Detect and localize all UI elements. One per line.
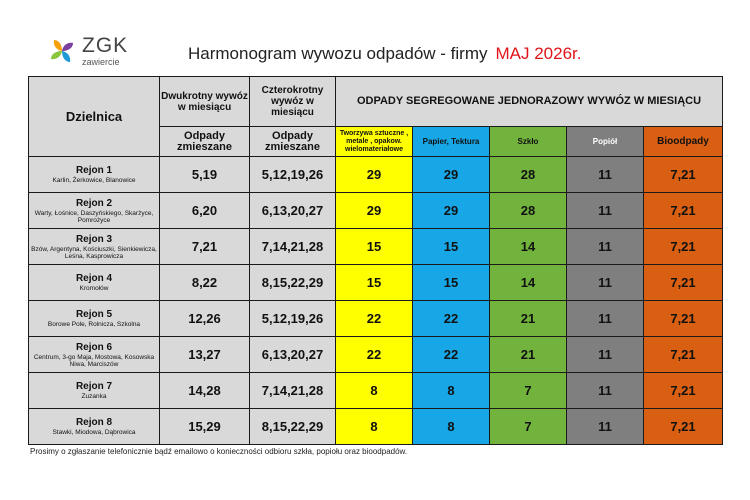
district-cell xyxy=(29,193,160,229)
plastics-cell: 15 xyxy=(336,265,413,301)
plastics-cell: 8 xyxy=(336,373,413,409)
paper-cell: 22 xyxy=(413,301,490,337)
footer-note: Prosimy o zgłaszanie telefonicznie bądź emailowo o konieczności odbioru szkła, popiołu oraz bioodpadów. xyxy=(30,447,408,456)
plastics-cell: 22 xyxy=(336,337,413,373)
district-cell xyxy=(29,409,160,445)
plastics-cell: 15 xyxy=(336,229,413,265)
table-row xyxy=(29,409,723,445)
district-description: Stawki, Miodowa, Dąbrowica xyxy=(52,429,136,436)
paper-cell: 29 xyxy=(413,157,490,193)
table-row xyxy=(29,301,723,337)
schedule-table xyxy=(28,76,723,445)
district-cell xyxy=(29,229,160,265)
title-month: MAJ 2026r. xyxy=(495,44,582,63)
bio-header: Bioodpady xyxy=(644,127,723,157)
district-description: Bzów, Argentyna, Kościuszki, Sienkiewicza, Leśna, Kasprowicza xyxy=(31,245,157,260)
district-name: Rejon 4 xyxy=(75,273,113,284)
bio-cell: 7,21 xyxy=(644,229,723,265)
logo-name: ZGK xyxy=(82,34,129,57)
paper-cell: 8 xyxy=(413,409,490,445)
four-cell: 5,12,19,26 xyxy=(250,157,336,193)
glass-cell: 28 xyxy=(490,157,567,193)
table-row xyxy=(29,337,723,373)
plastics-cell: 8 xyxy=(336,409,413,445)
twice-header: Dwukrotny wywóz w miesiącu xyxy=(160,77,250,127)
four-cell: 7,14,21,28 xyxy=(250,373,336,409)
paper-cell: 15 xyxy=(413,229,490,265)
table-row xyxy=(29,265,723,301)
four-cell: 6,13,20,27 xyxy=(250,337,336,373)
mixed-header-2: Odpady zmieszane xyxy=(250,127,336,157)
page-title xyxy=(188,44,582,64)
district-name: Rejon 5 xyxy=(75,309,113,320)
logo-subtitle: zawiercie xyxy=(82,57,120,67)
district-name: Rejon 7 xyxy=(75,381,113,392)
bio-cell: 7,21 xyxy=(644,337,723,373)
four-cell: 8,15,22,29 xyxy=(250,265,336,301)
table-row xyxy=(29,157,723,193)
twice-cell: 14,28 xyxy=(160,373,250,409)
segregated-header: ODPADY SEGREGOWANE JEDNORAZOWY WYWÓZ W MIESIĄCU xyxy=(336,77,723,127)
district-cell xyxy=(29,373,160,409)
paper-cell: 22 xyxy=(413,337,490,373)
glass-cell: 14 xyxy=(490,229,567,265)
plastics-cell: 29 xyxy=(336,193,413,229)
glass-cell: 28 xyxy=(490,193,567,229)
bio-cell: 7,21 xyxy=(644,409,723,445)
ash-cell: 11 xyxy=(567,301,644,337)
bio-cell: 7,21 xyxy=(644,373,723,409)
district-name: Rejon 6 xyxy=(75,341,113,353)
district-header: Dzielnica xyxy=(29,77,160,157)
paper-cell: 29 xyxy=(413,193,490,229)
district-cell xyxy=(29,301,160,337)
district-description: Borowe Pole, Rolnicza, Szkolna xyxy=(47,321,141,328)
four-cell: 5,12,19,26 xyxy=(250,301,336,337)
district-name: Rejon 2 xyxy=(75,197,113,209)
district-cell xyxy=(29,337,160,373)
twice-cell: 8,22 xyxy=(160,265,250,301)
table-row xyxy=(29,373,723,409)
bio-cell: 7,21 xyxy=(644,193,723,229)
four-header: Czterokrotny wywóz w miesiącu xyxy=(250,77,336,127)
district-description: Zuzanka xyxy=(81,393,107,400)
ash-cell: 11 xyxy=(567,373,644,409)
plastics-cell: 22 xyxy=(336,301,413,337)
twice-cell: 7,21 xyxy=(160,229,250,265)
twice-cell: 13,27 xyxy=(160,337,250,373)
plastics-header: Tworzywa sztuczne , metale , opakow. wielomateriałowe xyxy=(336,127,413,157)
district-name: Rejon 8 xyxy=(75,417,113,428)
paper-header: Papier, Tektura xyxy=(413,127,490,157)
bio-cell: 7,21 xyxy=(644,265,723,301)
glass-cell: 14 xyxy=(490,265,567,301)
four-cell: 6,13,20,27 xyxy=(250,193,336,229)
district-description: Centrum, 3-go Maja, Mostowa, Kosowska Niwa, Marciszów xyxy=(33,353,155,368)
glass-cell: 7 xyxy=(490,409,567,445)
district-description: Kromołów xyxy=(79,285,109,292)
ash-cell: 11 xyxy=(567,265,644,301)
table-row xyxy=(29,229,723,265)
table-row xyxy=(29,193,723,229)
ash-cell: 11 xyxy=(567,229,644,265)
district-description: Karlin, Żerkowice, Blanowice xyxy=(52,177,136,184)
glass-header: Szkło xyxy=(490,127,567,157)
plastics-cell: 29 xyxy=(336,157,413,193)
ash-cell: 11 xyxy=(567,337,644,373)
district-cell xyxy=(29,265,160,301)
paper-cell: 8 xyxy=(413,373,490,409)
glass-cell: 21 xyxy=(490,337,567,373)
ash-cell: 11 xyxy=(567,193,644,229)
flower-logo-icon xyxy=(47,36,77,66)
ash-cell: 11 xyxy=(567,157,644,193)
twice-cell: 15,29 xyxy=(160,409,250,445)
zgk-logo xyxy=(47,36,147,68)
glass-cell: 7 xyxy=(490,373,567,409)
district-name: Rejon 1 xyxy=(75,165,113,176)
twice-cell: 6,20 xyxy=(160,193,250,229)
district-name: Rejon 3 xyxy=(75,233,113,245)
four-cell: 8,15,22,29 xyxy=(250,409,336,445)
district-description: Warty, Łośnice, Daszyńskiego, Skarżyce, Pomrożyce xyxy=(34,209,154,224)
four-cell: 7,14,21,28 xyxy=(250,229,336,265)
paper-cell: 15 xyxy=(413,265,490,301)
mixed-header-1: Odpady zmieszane xyxy=(160,127,250,157)
twice-cell: 12,26 xyxy=(160,301,250,337)
ash-cell: 11 xyxy=(567,409,644,445)
title-text: Harmonogram wywozu odpadów - firmy xyxy=(188,44,488,63)
twice-cell: 5,19 xyxy=(160,157,250,193)
glass-cell: 21 xyxy=(490,301,567,337)
bio-cell: 7,21 xyxy=(644,301,723,337)
ash-header: Popiół xyxy=(567,127,644,157)
bio-cell: 7,21 xyxy=(644,157,723,193)
district-cell xyxy=(29,157,160,193)
